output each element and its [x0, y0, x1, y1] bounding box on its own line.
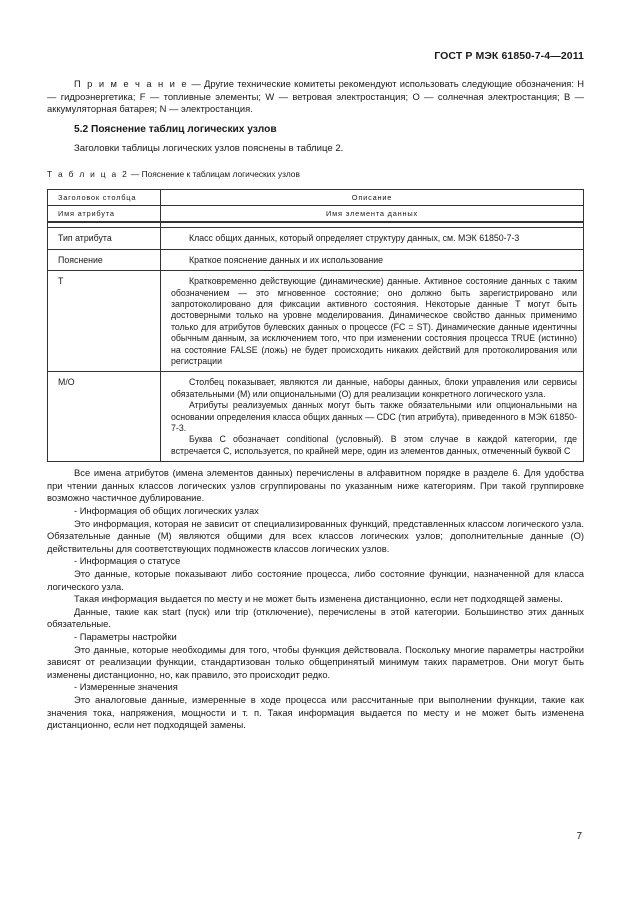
column-subheader-1: Имя атрибута [48, 205, 161, 222]
table-row [48, 372, 584, 462]
note-text: — Другие технические комитеты рекомендуют использовать следующие обозначения: Н — гидроэнергетика; F — топливные элементы; W — ветровая электростанция; О — солнечная электростанция; В — аккумуляторная батарея; N — электростанция. [47, 78, 584, 115]
section-intro: Заголовки таблицы логических узлов пояснены в таблице 2. [74, 143, 344, 155]
row-name: T [48, 271, 161, 372]
note-paragraph [47, 78, 584, 116]
table-caption-text: — Пояснение к таблицам логических узлов [128, 168, 300, 179]
category-heading: - Параметры настройки [74, 631, 177, 642]
body-paragraph: Это данные, которые показывают либо состояние процесса, либо состояние функции, назначенной для класса логического узла. [47, 568, 584, 592]
column-subheader-2: Имя элемента данных [161, 205, 584, 222]
row-description [161, 271, 584, 372]
row-name: Тип атрибута [48, 228, 161, 249]
body-paragraph: Все имена атрибутов (имена элементов данных) перечислены в алфавитном порядке в разделе 6. Для удобства при чтении данных классов логических узлов сгруппированы по указанным ниже категориям. При такой группировке возможно частичное дублирование. [47, 467, 584, 504]
row-description-text: Столбец показывает, являются ли данные, наборы данных, блоки управления или сервисы обязательными (М) или опциональными (О) для реализации конкретного логического узла. [171, 377, 577, 399]
body-paragraph: Это информация, которая не зависит от специализированных функций, представленных классом логического узла. Обязательные данные (М) являются общими для всех классов логических узлов; дополнительные данные (О) действительны для соответствующих подмножеств классов логических узлов. [47, 517, 584, 554]
row-name: M/O [48, 372, 161, 462]
row-description [161, 228, 584, 249]
table-caption [47, 168, 584, 181]
category-heading: - Информация об общих логических узлах [74, 505, 259, 517]
table-row [48, 249, 584, 270]
row-description [161, 249, 584, 270]
body-paragraph: Это данные, которые необходимы для того, чтобы функция действовала. Поскольку многие параметры настройки зависят от реализации функции, стандартизован только общепринятый минимум таких параметров. Они могут быть изменены дистанционно, но, как правило, это происходит редко. [47, 643, 584, 680]
row-description-text: Буква С обозначает conditional (условный). В этом случае в каждой категории, где встречается С, используется, по крайней мере, один из элементов данных, отмеченный буквой С [171, 434, 577, 456]
column-header-1: Заголовок столбца [48, 189, 161, 205]
logical-nodes-table [47, 189, 584, 463]
body-paragraph: Это аналоговые данные, измеренные в ходе процесса или рассчитанные при выполнении функции, такие как значения тока, напряжения, мощности и т. п. Такая информация выдается по месту и не может быть изменена дистанционно, если нет подходящей замены. [47, 693, 584, 731]
page-content [47, 78, 584, 732]
table-row [48, 271, 584, 372]
row-description-text: Атрибуты реализуемых данных могут быть также обязательными или опциональными на основании определения класса общих данных — CDC (тип атрибута), приведенного в МЭК 61850-7-3. [171, 400, 577, 434]
body-text [47, 467, 584, 731]
table-caption-label: Т а б л и ц а 2 [47, 168, 129, 179]
body-paragraph: Такая информация выдается по месту и не может быть изменена дистанционно, если нет подходящей замены. [74, 593, 563, 605]
table-header-row [48, 189, 584, 205]
section-title: 5.2 Пояснение таблиц логических узлов [74, 123, 277, 135]
body-paragraph: Данные, такие как start (пуск) или trip (отключение), перечислены в этой категории. Большинство этих данных обязательные. [47, 605, 584, 630]
row-description-text: Кратковременно действующие (динамические) данные. Активное состояние данных с таким обозначением — это мгновенное состояние; оно должно быть зарегистрировано или запротоколировано для фиксации активного состояния. Некоторые данные Т могут быть достоверными только на уровне моделирования. Динамическое свойство данных применимо только для атрибутов булевских данных о процессе (FC = ST). Динамические данные идентичны обычным данным, за исключением того, что при изменении состояния процесса TRUE (истинно) на состояние FALSE (ложь) не будет происходить никаких действий для протоколирования или регистрации [171, 276, 577, 367]
row-description [161, 372, 584, 462]
document-header: ГОСТ Р МЭК 61850-7-4—2011 [434, 50, 584, 62]
row-description-text: Краткое пояснение данных и их использование [189, 254, 384, 265]
row-name: Пояснение [48, 249, 161, 270]
category-heading: - Информация о статусе [74, 555, 181, 567]
table-row [48, 228, 584, 249]
row-description-text: Класс общих данных, который определяет структуру данных, см. МЭК 61850-7-3 [189, 233, 520, 244]
page-number: 7 [576, 831, 582, 842]
column-header-2: Описание [161, 189, 584, 205]
category-heading: - Измеренные значения [74, 681, 178, 693]
note-label: П р и м е ч а н и е [74, 78, 189, 89]
table-subheader-row [48, 205, 584, 222]
